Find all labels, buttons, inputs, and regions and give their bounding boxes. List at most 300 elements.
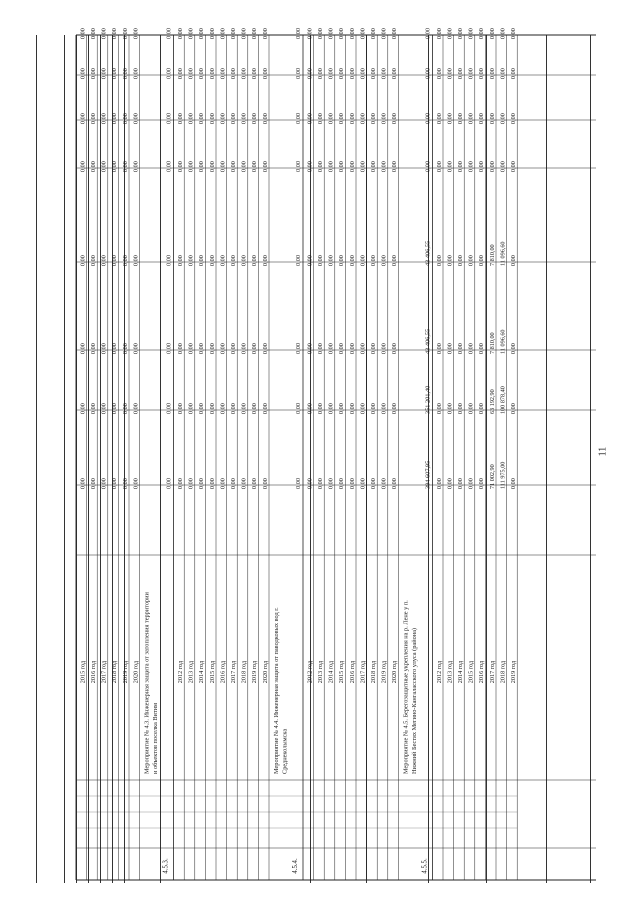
table-cell: 0,00 (121, 28, 129, 39)
table-cell: 0,00 (187, 28, 195, 39)
table-cell: 0,00 (121, 161, 129, 172)
table-cell: 0,00 (177, 68, 184, 79)
table-cell: 0,00 (230, 478, 237, 489)
table-cell: 0,00 (261, 161, 269, 172)
table-cell: 0,00 (230, 161, 237, 172)
table-cell: 0,00 (348, 161, 356, 172)
table-cell: 0,00 (327, 478, 335, 489)
table-cell: 0,00 (295, 477, 302, 489)
table-cell: 0,00 (380, 255, 388, 266)
year-label: 2019 год (380, 660, 388, 684)
table-cell: 0,00 (187, 161, 195, 172)
table-cell: 0,00 (230, 113, 237, 124)
table-cell: 0,00 (177, 113, 184, 124)
table-cell: 0,00 (467, 28, 475, 39)
table-cell: 0,00 (219, 28, 227, 39)
table-cell: 0,00 (467, 343, 475, 354)
table-cell: 0,00 (187, 255, 195, 266)
table-cell: 0,00 (79, 478, 87, 489)
table-cell: 0,00 (306, 343, 314, 354)
table-cell: 0,00 (121, 68, 129, 79)
table-cell: 0,00 (79, 403, 87, 414)
table-cell: 0,00 (198, 255, 206, 266)
table-cell: 0,00 (359, 478, 367, 489)
table-cell: 0,00 (317, 478, 324, 489)
table-cell: 0,00 (230, 343, 237, 354)
table-cell: 0,00 (90, 113, 97, 124)
table-cell: 0,00 (90, 161, 97, 172)
table-cell: 0,00 (240, 403, 248, 414)
table-cell: 0,00 (338, 68, 346, 79)
table-cell: 0,00 (230, 403, 237, 414)
table-cell: 0,00 (467, 113, 475, 124)
table-cell: 0,00 (338, 113, 346, 124)
table-cell: 0,00 (380, 28, 388, 39)
table-cell: 0,00 (435, 161, 443, 172)
year-label: 2015 год (467, 660, 475, 684)
table-cell: 0,00 (359, 113, 367, 124)
year-label: 2016 год (348, 660, 356, 684)
year-label: 2012 год (306, 660, 314, 684)
table-cell: 0,00 (338, 28, 346, 39)
table-cell: 0,00 (132, 68, 140, 79)
table-cell: 0,00 (240, 113, 248, 124)
table-cell: 0,00 (177, 478, 184, 489)
table-cell: 0,00 (177, 161, 184, 172)
table-cell: 0,00 (187, 343, 195, 354)
year-label: 2019 год (251, 660, 259, 684)
table-cell: 0,00 (478, 68, 486, 79)
table-cell: 0,00 (510, 403, 517, 414)
table-cell: 0,00 (317, 161, 324, 172)
table-cell: 0,00 (90, 28, 97, 39)
table-cell: 0,00 (348, 403, 356, 414)
table-cell: 0,00 (295, 160, 302, 172)
table-cell: 0,00 (208, 113, 216, 124)
table-cell: 0,00 (338, 478, 346, 489)
table-cell: 0,00 (79, 28, 87, 39)
table-cell: 0,00 (317, 255, 324, 266)
table-cell: 0,00 (446, 161, 454, 172)
table-cell: 100 878,40 (499, 386, 507, 414)
table-cell: 0,00 (132, 343, 140, 354)
table-cell: 0,00 (457, 255, 464, 266)
table-cell: 0,00 (165, 27, 173, 39)
year-label: 2013 год (187, 660, 195, 684)
table-cell: 0,00 (510, 343, 517, 354)
table-cell: 0,00 (165, 254, 173, 266)
year-label: 2017 год (100, 660, 108, 684)
table-cell: 0,00 (219, 161, 227, 172)
table-cell: 0,00 (467, 68, 475, 79)
year-label: 2016 год (90, 660, 97, 684)
table-cell: 0,00 (111, 403, 119, 414)
table-cell: 0,00 (198, 478, 206, 489)
table-cell: 0,00 (219, 68, 227, 79)
table-cell: 0,00 (338, 403, 346, 414)
table-cell: 0,00 (348, 28, 356, 39)
table-cell: 11 096,60 (499, 241, 507, 266)
table-cell: 0,00 (446, 113, 454, 124)
table-cell: 0,00 (111, 343, 119, 354)
year-label: 2013 год (446, 660, 454, 684)
table-cell: 0,00 (187, 478, 195, 489)
table-cell: 0,00 (380, 161, 388, 172)
table-cell: 0,00 (177, 28, 184, 39)
table-cell: 0,00 (435, 68, 443, 79)
year-label: 2020 год (391, 660, 399, 684)
table-cell: 0,00 (111, 113, 119, 124)
table-cell: 0,00 (435, 403, 443, 414)
table-cell: 0,00 (261, 113, 269, 124)
table-cell: 0,00 (478, 403, 486, 414)
table-cell: 0,00 (510, 113, 517, 124)
section-code: 4.5.3. (162, 858, 170, 874)
table-cell: 0,00 (499, 113, 507, 124)
table-cell: 0,00 (306, 68, 314, 79)
table-cell: 0,00 (90, 343, 97, 354)
page-number: 11 (597, 446, 609, 457)
table-cell: 0,00 (90, 255, 97, 266)
table-cell: 0,00 (359, 161, 367, 172)
table-cell: 0,00 (499, 161, 507, 172)
table-cell: 0,00 (380, 403, 388, 414)
table-cell: 0,00 (121, 255, 129, 266)
year-label: 2020 год (132, 660, 140, 684)
table-cell: 0,00 (165, 342, 173, 354)
table-cell: 0,00 (327, 403, 335, 414)
table-cell: 0,00 (317, 68, 324, 79)
table-cell: 0,00 (177, 403, 184, 414)
table-cell: 0,00 (177, 255, 184, 266)
table-cell: 0,00 (338, 255, 346, 266)
table-cell: 43 406,55 (424, 328, 432, 354)
table-cell: 0,00 (327, 28, 335, 39)
table-cell: 0,00 (165, 402, 173, 414)
table-cell: 0,00 (240, 68, 248, 79)
table-cell: 0,00 (391, 28, 399, 39)
table-cell: 0,00 (446, 255, 454, 266)
table-cell: 0,00 (177, 343, 184, 354)
table-cell: 0,00 (359, 28, 367, 39)
table-cell: 0,00 (488, 68, 496, 79)
table-cell: 0,00 (370, 161, 377, 172)
table-cell: 0,00 (391, 478, 399, 489)
table-cell: 0,00 (446, 478, 454, 489)
table-cell: 0,00 (370, 68, 377, 79)
table-cell: 0,00 (90, 403, 97, 414)
table-cell: 0,00 (219, 478, 227, 489)
table-cell: 0,00 (187, 113, 195, 124)
table-cell: 0,00 (306, 478, 314, 489)
table-cell: 0,00 (79, 113, 87, 124)
table-cell: 0,00 (230, 28, 237, 39)
table-cell: 0,00 (391, 68, 399, 79)
table-cell: 0,00 (208, 68, 216, 79)
table-cell: 0,00 (79, 161, 87, 172)
year-label: 2018 год (499, 660, 507, 684)
table-cell: 0,00 (478, 255, 486, 266)
table-cell: 0,00 (391, 255, 399, 266)
year-label: 2014 год (327, 660, 335, 684)
table-cell: 351 201,40 (424, 385, 432, 414)
table-cell: 0,00 (435, 343, 443, 354)
year-label: 2012 год (177, 660, 184, 684)
table-cell: 0,00 (208, 161, 216, 172)
year-label: 2018 год (240, 660, 248, 684)
table-cell: 0,00 (467, 161, 475, 172)
table-cell: 0,00 (306, 403, 314, 414)
table-cell: 0,00 (317, 113, 324, 124)
table-cell: 43 406,55 (424, 240, 432, 266)
table-cell: 0,00 (230, 255, 237, 266)
table-cell: 0,00 (446, 68, 454, 79)
table-cell: 0,00 (121, 478, 129, 489)
table-cell: 0,00 (359, 68, 367, 79)
table-cell: 0,00 (488, 113, 496, 124)
year-label: 2020 год (261, 660, 269, 684)
table-cell: 0,00 (295, 402, 302, 414)
table-cell: 0,00 (457, 403, 464, 414)
table-cell: 0,00 (499, 28, 507, 39)
table-cell: 0,00 (478, 343, 486, 354)
table-cell: 0,00 (295, 254, 302, 266)
table-cell: 0,00 (370, 478, 377, 489)
table-cell: 0,00 (467, 255, 475, 266)
table-cell: 0,00 (230, 68, 237, 79)
table-cell: 0,00 (478, 28, 486, 39)
table-cell: 0,00 (198, 28, 206, 39)
table-cell: 0,00 (478, 161, 486, 172)
section-title: и объектов поселка Витим (152, 702, 160, 774)
table-cell: 0,00 (208, 403, 216, 414)
year-label: 2014 год (457, 660, 464, 684)
table-cell: 0,00 (457, 161, 464, 172)
table-cell: 0,00 (240, 161, 248, 172)
table-cell: 0,00 (380, 113, 388, 124)
table-cell: 0,00 (111, 255, 119, 266)
year-label: 2012 год (435, 660, 443, 684)
table-cell: 0,00 (90, 478, 97, 489)
table-cell: 0,00 (165, 112, 173, 124)
table-cell: 0,00 (327, 113, 335, 124)
table-cell: 0,00 (478, 478, 486, 489)
table-cell: 0,00 (208, 28, 216, 39)
table-cell: 0,00 (100, 28, 108, 39)
table-cell: 0,00 (510, 478, 517, 489)
table-cell: 0,00 (510, 28, 517, 39)
table-cell: 0,00 (306, 255, 314, 266)
table-cell: 0,00 (240, 343, 248, 354)
table-cell: 0,00 (79, 68, 87, 79)
table-cell: 0,00 (327, 68, 335, 79)
table-cell: 0,00 (165, 477, 173, 489)
table-cell: 0,00 (424, 67, 432, 79)
table-cell: 0,00 (111, 478, 119, 489)
table-cell: 0,00 (251, 343, 259, 354)
table-cell: 0,00 (446, 28, 454, 39)
table-cell: 0,00 (261, 478, 269, 489)
table-cell: 0,00 (317, 28, 324, 39)
year-label: 2014 год (198, 660, 206, 684)
table-cell: 0,00 (327, 255, 335, 266)
table-cell: 0,00 (187, 403, 195, 414)
table-cell: 0,00 (317, 343, 324, 354)
year-label: 2018 год (370, 660, 377, 684)
table-cell: 0,00 (100, 161, 108, 172)
table-cell: 0,00 (359, 343, 367, 354)
table-cell: 0,00 (327, 161, 335, 172)
table-cell: 0,00 (446, 403, 454, 414)
table-cell: 63 192,90 (488, 389, 496, 414)
table-cell: 0,00 (338, 161, 346, 172)
table-cell: 0,00 (499, 68, 507, 79)
table-cell: 0,00 (240, 478, 248, 489)
table-cell: 0,00 (478, 113, 486, 124)
table-cell: 0,00 (132, 403, 140, 414)
table-cell: 0,00 (348, 478, 356, 489)
table-cell: 0,00 (435, 28, 443, 39)
table-cell: 0,00 (100, 255, 108, 266)
table-cell: 0,00 (132, 478, 140, 489)
table-cell: 0,00 (317, 403, 324, 414)
table-cell: 0,00 (208, 255, 216, 266)
table-cell: 7 810,00 (488, 244, 496, 266)
table-cell: 0,00 (90, 68, 97, 79)
table-cell: 0,00 (510, 68, 517, 79)
table-cell: 0,00 (457, 478, 464, 489)
table-cell: 0,00 (359, 403, 367, 414)
table-cell: 0,00 (488, 161, 496, 172)
year-label: 2016 год (219, 660, 227, 684)
table-cell: 394 607,95 (424, 460, 432, 489)
section-code: 4.5.5. (421, 858, 429, 874)
table-cell: 0,00 (380, 478, 388, 489)
table-cell: 0,00 (198, 343, 206, 354)
table-cell: 0,00 (380, 343, 388, 354)
table-cell: 0,00 (111, 161, 119, 172)
table-cell: 0,00 (100, 113, 108, 124)
table-cell: 0,00 (435, 113, 443, 124)
table-cell: 0,00 (327, 343, 335, 354)
table-cell: 0,00 (306, 113, 314, 124)
year-label: 2017 год (359, 660, 367, 684)
table-cell: 0,00 (424, 27, 432, 39)
table-cell: 0,00 (79, 255, 87, 266)
table-cell: 0,00 (380, 68, 388, 79)
table-text (79, 28, 517, 874)
table-cell: 0,00 (219, 343, 227, 354)
table-cell: 0,00 (370, 28, 377, 39)
table-cell: 0,00 (467, 478, 475, 489)
table-cell: 0,00 (208, 478, 216, 489)
table-cell: 0,00 (100, 478, 108, 489)
table-cell: 0,00 (240, 255, 248, 266)
table-cell: 0,00 (510, 161, 517, 172)
year-label: 2016 год (478, 660, 486, 684)
table-cell: 0,00 (132, 161, 140, 172)
table-cell: 7 810,00 (488, 332, 496, 354)
year-label: 2018 год (111, 660, 119, 684)
table-cell: 0,00 (391, 343, 399, 354)
year-label: 2019 год (510, 660, 517, 684)
table-cell: 0,00 (457, 113, 464, 124)
table-cell: 0,00 (132, 255, 140, 266)
table-cell: 0,00 (121, 113, 129, 124)
table-cell: 0,00 (295, 67, 302, 79)
table-cell: 11 096,60 (499, 329, 507, 354)
table-cell: 111 975,00 (499, 461, 507, 489)
table-cell: 0,00 (391, 113, 399, 124)
table-cell: 0,00 (348, 68, 356, 79)
table-cell: 0,00 (251, 28, 259, 39)
table-cell: 0,00 (435, 255, 443, 266)
table-cell: 0,00 (488, 28, 496, 39)
table-cell: 0,00 (251, 68, 259, 79)
table-cell: 0,00 (306, 161, 314, 172)
table-cell: 0,00 (100, 403, 108, 414)
table-cell: 0,00 (359, 255, 367, 266)
table-cell: 0,00 (198, 113, 206, 124)
table-cell: 0,00 (165, 67, 173, 79)
year-label: 2017 год (230, 660, 237, 684)
table-cell: 0,00 (251, 255, 259, 266)
table-cell: 0,00 (261, 343, 269, 354)
year-label: 2019 год (121, 660, 129, 684)
year-label: 2015 год (338, 660, 346, 684)
table-cell: 0,00 (251, 113, 259, 124)
table-cell: 0,00 (111, 28, 119, 39)
table-cell: 0,00 (100, 343, 108, 354)
table-cell: 0,00 (306, 28, 314, 39)
table-cell: 0,00 (261, 28, 269, 39)
section-title: Мероприятие № 4.5. Берегозащитные укрепления на р. Лене у п. (402, 600, 410, 774)
table-cell: 0,00 (295, 27, 302, 39)
year-label: 2013 год (317, 660, 324, 684)
table-cell: 0,00 (132, 113, 140, 124)
table-cell: 0,00 (424, 160, 432, 172)
table-cell: 0,00 (121, 343, 129, 354)
table-cell: 0,00 (251, 478, 259, 489)
table-cell: 0,00 (446, 343, 454, 354)
table-cell: 0,00 (79, 343, 87, 354)
section-title: Мероприятие № 4.3. Инженерная защита от затопления территории (143, 592, 151, 774)
table-cell: 0,00 (467, 403, 475, 414)
table-cell: 0,00 (261, 403, 269, 414)
table-cell: 0,00 (132, 28, 140, 39)
section-code: 4.5.4. (292, 858, 299, 874)
table-cell: 0,00 (121, 403, 129, 414)
table-cell: 0,00 (348, 255, 356, 266)
table-cell: 0,00 (165, 160, 173, 172)
table-cell: 0,00 (261, 68, 269, 79)
table-cell: 0,00 (435, 478, 443, 489)
table-cell: 0,00 (261, 255, 269, 266)
table-cell: 0,00 (208, 343, 216, 354)
table-cell: 0,00 (198, 403, 206, 414)
table-cell: 0,00 (198, 68, 206, 79)
table-cell: 0,00 (219, 403, 227, 414)
table-cell: 71 002,90 (488, 464, 496, 489)
table-cell: 0,00 (348, 343, 356, 354)
table-cell: 0,00 (100, 68, 108, 79)
table-cell: 0,00 (457, 343, 464, 354)
table-cell: 0,00 (457, 68, 464, 79)
year-label: 2015 год (79, 660, 87, 684)
table-cell: 0,00 (251, 161, 259, 172)
table-cell: 0,00 (391, 161, 399, 172)
table-cell: 0,00 (111, 68, 119, 79)
